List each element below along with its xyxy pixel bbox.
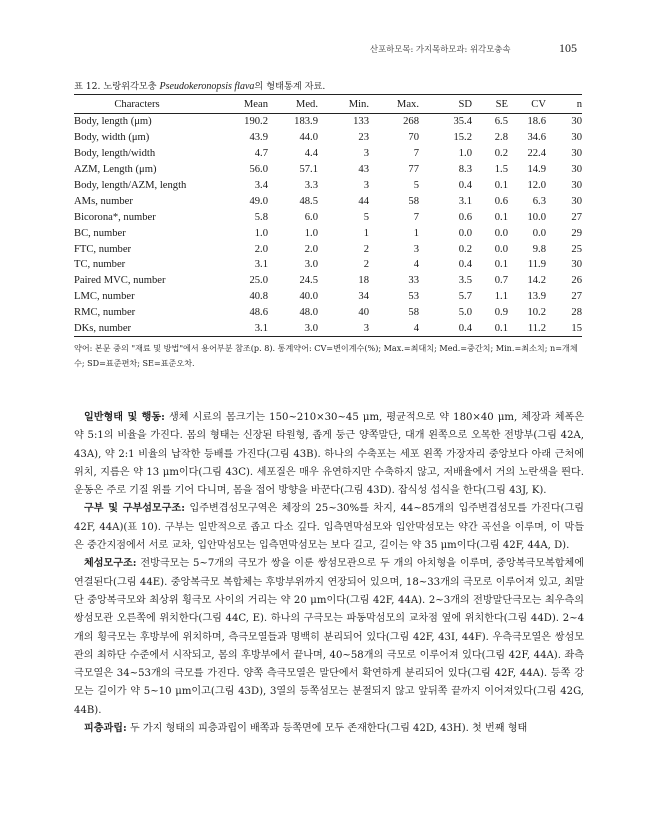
table-cell: 28 (571, 307, 582, 319)
table-cell: 23 (358, 132, 369, 144)
table-row (74, 162, 582, 178)
table-cell: 5 (413, 180, 419, 191)
table-cell: 5.8 (254, 211, 268, 223)
table-cell: 49.0 (249, 195, 268, 207)
table-cell: 7 (413, 148, 419, 160)
table-cell: 3.1 (254, 259, 268, 271)
table-cell: 2.0 (254, 243, 268, 255)
table-footnote: 약어: 본문 중의 "재료 및 방법"에서 용어부분 참조(p. 8). 통계약어: CV=변이계수(%); Max.=최대치; Med.=중간치; Min.=최소치; n=개체수; SD=표준편차; SE=표준오차. (74, 343, 578, 368)
table-cell: 3.3 (304, 180, 318, 191)
table-row (74, 209, 582, 225)
table-cell: 30 (571, 116, 582, 128)
page-number: 105 (559, 41, 577, 55)
caption-suffix: 의 형태통계 자료. (254, 81, 326, 92)
table-cell: 0.1 (494, 180, 508, 191)
table-cell: 58 (408, 195, 419, 207)
table-cell: 1.5 (494, 164, 508, 176)
table-cell: 43.9 (249, 132, 268, 144)
table-cell: 0.6 (494, 195, 508, 207)
column-header: Mean (243, 98, 268, 110)
table-cell: 13.9 (527, 291, 546, 303)
table-cell: 10.0 (527, 211, 546, 223)
column-header: SE (495, 98, 508, 110)
table-cell: 15 (571, 323, 582, 335)
row-character: TC, number (74, 259, 126, 271)
table-cell: 3 (413, 243, 419, 255)
table-caption (74, 78, 325, 92)
table-row (74, 178, 582, 194)
row-character: Body, length/AZM, length (74, 180, 187, 191)
table-cell: 1.0 (304, 227, 318, 239)
row-character: AZM, Length (μm) (74, 164, 157, 176)
table-cell: 5 (363, 211, 369, 223)
caption-species: Pseudokeronopsis flava (159, 81, 255, 92)
row-character: FTC, number (74, 243, 132, 255)
table-cell: 0.4 (458, 180, 472, 191)
table-row (74, 114, 582, 130)
table-cell: 57.1 (299, 164, 318, 176)
paragraph-text: 생체 시료의 몸크기는 150~210×30~45 μm, 평균적으로 약 180×40 μm, 체장과 체폭은 약 5:1의 비율을 가진다. 몸의 형태는 신장된 타원형, 좁게 둥근 양쪽말단, 대개 왼쪽으로 오목한 전방부(그림 42A, 43A), 약 2:1 비율의 납작한 등배를 가진다(그림 43B). 하나의 수축포는 세포 왼쪽 가장자리 중앙보다 아래 근처에 위치, 지름은 약 13 μm이다(그림 43C). 세포질은 매우 유연하지만 수축하지 않고, 저배율에서 거의 노란색을 띈다. 운동은 주로 기질 위를 기어 다니며, 몸을 접어 방향을 바꾼다(그림 43D). 잡식성 섭식을 한다(그림 43J, K). (74, 412, 584, 497)
table-cell: 190.2 (244, 116, 268, 128)
section-heading: 일반형태 및 행동: (84, 412, 165, 423)
table-cell: 0.0 (532, 227, 546, 239)
column-header: Max. (396, 98, 419, 110)
table-cell: 0.4 (458, 323, 472, 335)
table-cell: 0.4 (458, 259, 472, 271)
table-cell: 18.6 (527, 116, 546, 128)
table-row (74, 273, 582, 289)
table-cell: 2 (363, 259, 369, 271)
table-cell: 11.2 (527, 323, 546, 335)
table-cell: 0.1 (494, 211, 508, 223)
morphometric-table (74, 94, 582, 337)
table-cell: 0.0 (458, 227, 472, 239)
table-cell: 10.2 (527, 307, 546, 319)
section-heading: 체섬모구조: (84, 558, 137, 570)
table-cell: 5.7 (458, 291, 472, 303)
table-cell: 9.8 (532, 243, 546, 255)
row-character: AMs, number (74, 195, 133, 207)
table-cell: 30 (571, 148, 582, 160)
row-character: BC, number (74, 227, 126, 239)
section-heading: 구부 및 구부섬모구조: (84, 503, 186, 515)
table-cell: 268 (403, 116, 419, 128)
table-cell: 22.4 (527, 148, 546, 160)
table-cell: 3.5 (458, 275, 472, 287)
table-cell: 58 (408, 307, 419, 319)
table-cell: 40.8 (249, 291, 268, 303)
paragraph-text: 전방극모는 5~7개의 극모가 쌍을 이룬 쌍섬모관으로 두 개의 아치형을 이루며, 중앙복극모복합체에 연결된다(그림 44E). 중앙복극모 복합체는 후방부위까지 연장되어 있으며, 18~33개의 극모로 이루어져 있고, 최말단 중앙복극모와 최상위 횡극모 사이의 거리는 약 20 μm이다(그림 42F, 44A). 2~3개의 전방말단극모는 최우측의 쌍섬모관 오른쪽에 위치한다(그림 44C, E). 하나의 구극모는 파동막섬모의 교차점 옆에 위치한다(그림 44D). 2~4개의 횡극모는 후방부에 위치하며, 측극모열들과 명백히 분리되어 있다(그림 42F, 43I, 44F). 우측극모열은 쌍섬모관의 최하단 수준에서 시작되고, 몸의 후방부에서 끝나며, 40~58개의 극모로 이루어져 있다(그림 42F, 44A). 좌측극모열은 34~53개의 극모를 가진다. 양쪽 측극모열은 말단에서 확연하게 분리되어 있다(그림 42F, 44A). 등쪽 강모는 길이가 약 5~10 μm이고(그림 43D), 3열의 등쪽섬모는 분절되지 않고 앞뒤쪽 끝까지 이어져있다(그림 42G, 44B). (74, 558, 584, 716)
table-cell: 0.1 (494, 323, 508, 335)
table-cell: 4.4 (304, 148, 318, 160)
table-row (74, 146, 582, 162)
table-cell: 0.1 (494, 259, 508, 271)
table-cell: 35.4 (453, 116, 472, 128)
table-cell: 40 (358, 307, 369, 319)
table-cell: 183.9 (294, 116, 318, 128)
table-cell: 3.0 (304, 259, 318, 271)
table-cell: 0.0 (494, 227, 508, 239)
table-cell: 15.2 (453, 132, 472, 144)
table-cell: 3 (363, 323, 369, 335)
table-header-row (74, 95, 582, 114)
table-row (74, 321, 582, 337)
paragraph-oral-ciliature (74, 500, 584, 555)
table-cell: 30 (571, 164, 582, 176)
table-row (74, 225, 582, 241)
column-header: n (576, 98, 582, 110)
table-cell: 25 (571, 243, 582, 255)
table-cell: 0.2 (494, 148, 508, 160)
table-cell: 27 (571, 291, 582, 303)
table-cell: 5.0 (458, 307, 472, 319)
table-cell: 0.7 (494, 275, 508, 287)
table-cell: 40.0 (299, 291, 318, 303)
table-cell: 44 (358, 195, 369, 207)
table-row (74, 241, 582, 257)
table-cell: 30 (571, 259, 582, 271)
table-cell: 1.0 (254, 227, 268, 239)
table-cell: 7 (413, 211, 419, 223)
table-cell: 30 (571, 132, 582, 144)
table-cell: 2.8 (494, 132, 508, 144)
table-row (74, 193, 582, 209)
table-cell: 12.0 (527, 180, 546, 191)
table-cell: 0.9 (494, 307, 508, 319)
caption-prefix: 표 12. 노랑위각모충 (74, 81, 157, 92)
table-cell: 1 (363, 227, 369, 239)
table-cell: 77 (408, 164, 419, 176)
table-cell: 48.0 (299, 307, 318, 319)
table-cell: 1.1 (494, 291, 508, 303)
table-cell: 14.9 (527, 164, 546, 176)
table-cell: 14.2 (527, 275, 546, 287)
table-cell: 53 (408, 291, 419, 303)
table-cell: 0.2 (458, 243, 472, 255)
body-text (74, 409, 584, 738)
table-cell: 48.6 (249, 307, 268, 319)
paragraph-text: 입주변겹섬모구역은 체장의 25~30%를 차지, 44~85개의 입주변겹섬모를 가진다(그림 42F, 44A)(표 10). 구부는 일반적으로 좁고 다소 깊다. 입측면막섬모와 입안막섬모는 약간 곡선을 이루며, 이 막들은 중간지점에서 서로 교차, 입안막섬모는 입측면막섬모는 보다 길고, 길이는 약 35 μm이다(그림 42F, 44A, D). (74, 503, 584, 552)
table-cell: 70 (408, 132, 419, 144)
table-body (74, 114, 582, 337)
table-cell: 133 (353, 116, 369, 128)
table-cell: 3.1 (458, 195, 472, 207)
column-header: Min. (348, 98, 369, 110)
table-cell: 3.0 (304, 323, 318, 335)
table-cell: 6.3 (532, 195, 546, 207)
table-cell: 3 (363, 180, 369, 191)
table-cell: 6.5 (494, 116, 508, 128)
table-row (74, 257, 582, 273)
section-heading: 피층과립: (84, 723, 127, 735)
table-cell: 25.0 (249, 275, 268, 287)
table-cell: 4 (413, 259, 419, 271)
table-row (74, 130, 582, 146)
table-cell: 3 (363, 148, 369, 160)
paragraph-general-morphology (74, 409, 584, 500)
row-character: Bicorona*, number (74, 211, 156, 223)
table-cell: 1.0 (458, 148, 472, 160)
table-cell: 30 (571, 195, 582, 207)
row-character: DKs, number (74, 323, 132, 335)
table-cell: 30 (571, 180, 582, 191)
table-cell: 27 (571, 211, 582, 223)
table-cell: 34 (358, 291, 369, 303)
row-character: Body, length/width (74, 148, 156, 160)
column-header: CV (531, 98, 546, 110)
table-row (74, 289, 582, 305)
table-cell: 34.6 (527, 132, 546, 144)
row-character: LMC, number (74, 291, 135, 303)
running-head (0, 41, 652, 57)
table-cell: 1 (413, 227, 419, 239)
row-character: Paired MVC, number (74, 275, 166, 287)
table-cell: 33 (408, 275, 419, 287)
table-cell: 48.5 (299, 195, 318, 207)
table-cell: 24.5 (299, 275, 318, 287)
table-cell: 29 (571, 227, 582, 239)
table-cell: 2 (363, 243, 369, 255)
table-cell: 56.0 (249, 164, 268, 176)
column-header: SD (458, 98, 472, 110)
table-cell: 4.7 (254, 148, 268, 160)
table-cell: 0.0 (494, 243, 508, 255)
table-cell: 11.9 (527, 259, 546, 271)
table-cell: 26 (571, 275, 582, 287)
table-cell: 3.4 (254, 180, 268, 191)
column-header: Med. (295, 98, 318, 110)
row-character: RMC, number (74, 307, 136, 319)
running-head-title: 산포하모목: 가지목하모과: 위각모충속 (370, 44, 511, 54)
row-character: Body, width (μm) (74, 132, 150, 144)
table-cell: 4 (413, 323, 419, 335)
column-header: Characters (114, 98, 160, 110)
table-cell: 43 (358, 164, 369, 176)
table-cell: 3.1 (254, 323, 268, 335)
table-cell: 18 (358, 275, 369, 287)
paragraph-text: 두 가지 형태의 피층과립이 배쪽과 등쪽면에 모두 존재한다(그림 42D, 43H). 첫 번째 형태 (126, 723, 528, 735)
paragraph-cortical-granules (74, 720, 584, 738)
table-cell: 2.0 (304, 243, 318, 255)
table-cell: 0.6 (458, 211, 472, 223)
table-cell: 8.3 (458, 164, 472, 176)
paragraph-somatic-ciliature (74, 555, 584, 720)
table-row (74, 305, 582, 321)
row-character: Body, length (μm) (74, 116, 152, 128)
table-cell: 44.0 (299, 132, 318, 144)
table-cell: 6.0 (304, 211, 318, 223)
